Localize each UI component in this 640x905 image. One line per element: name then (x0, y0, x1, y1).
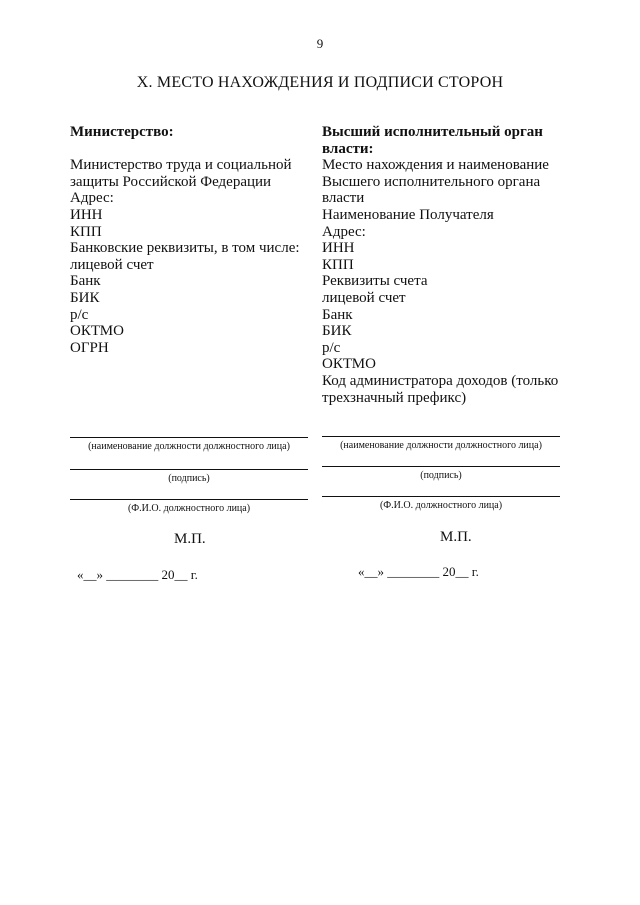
executive-fullname-caption: (Ф.И.О. должностного лица) (379, 500, 503, 511)
ministry-address-label: Адрес: (70, 190, 114, 207)
executive-signature-line (322, 466, 560, 482)
ministry-kpp-label: КПП (70, 223, 102, 240)
ministry-details (70, 124, 310, 356)
ministry-name-line-1: Министерство труда и социальной (70, 157, 292, 174)
executive-stamp-label: М.П. (440, 529, 472, 545)
executive-heading-line-1: Высший исполнительный орган (322, 124, 543, 140)
executive-heading-line-2: власти: (322, 140, 374, 157)
ministry-rs-label: р/с (70, 306, 89, 323)
executive-location-line-1: Место нахождения и наименование (322, 157, 549, 174)
ministry-name-line-2: защиты Российской Федерации (70, 173, 272, 190)
ministry-position-rule (70, 437, 308, 438)
executive-location-line-3: власти (322, 190, 365, 207)
ministry-signature-line (70, 469, 308, 485)
executive-revenue-admin-line-2: трехзначный префикс) (322, 389, 467, 406)
ministry-inn-label: ИНН (70, 206, 103, 223)
executive-account-label: лицевой счет (322, 289, 406, 306)
executive-rs-label: р/с (322, 339, 341, 356)
executive-position-rule (322, 436, 560, 437)
executive-date-line: «__» ________ 20__ г. (358, 564, 479, 579)
ministry-signature-caption: (подпись) (168, 473, 210, 484)
ministry-oktmo-label: ОКТМО (70, 323, 124, 340)
executive-recipient-label: Наименование Получателя (322, 206, 494, 223)
ministry-position-caption: (наименование должности должностного лица) (88, 441, 290, 452)
ministry-date-line: «__» ________ 20__ г. (77, 567, 198, 582)
executive-fullname-rule (322, 496, 560, 497)
ministry-account-label: лицевой счет (70, 256, 154, 273)
executive-body-details (322, 124, 562, 406)
executive-position-signature-line (322, 436, 560, 452)
ministry-signature-rule (70, 469, 308, 470)
executive-bank-label: Банк (322, 306, 353, 323)
executive-location-line-2: Высшего исполнительного органа (322, 173, 541, 190)
executive-address-label: Адрес: (322, 223, 366, 240)
executive-inn-label: ИНН (322, 240, 355, 257)
ministry-bank-label: Банк (70, 273, 101, 290)
executive-position-caption: (наименование должности должностного лица) (340, 440, 542, 451)
executive-bik-label: БИК (322, 323, 352, 340)
ministry-bank-details-label: Банковские реквизиты, в том числе: (70, 240, 300, 257)
executive-revenue-admin-line-1: Код администратора доходов (только (322, 372, 559, 389)
ministry-stamp-label: М.П. (174, 531, 206, 547)
ministry-fullname-rule (70, 499, 308, 500)
executive-signature-caption: (подпись) (420, 470, 462, 481)
ministry-fullname-line (70, 499, 308, 515)
ministry-ogrn-label: ОГРН (70, 339, 109, 356)
executive-fullname-line (322, 496, 560, 512)
ministry-bik-label: БИК (70, 289, 100, 306)
page-number: 9 (316, 36, 324, 51)
section-title: X. МЕСТО НАХОЖДЕНИЯ И ПОДПИСИ СТОРОН (136, 74, 504, 91)
executive-signature-rule (322, 466, 560, 467)
executive-account-details-label: Реквизиты счета (322, 273, 428, 290)
ministry-heading: Министерство: (70, 124, 174, 140)
ministry-fullname-caption: (Ф.И.О. должностного лица) (127, 503, 251, 514)
executive-kpp-label: КПП (322, 256, 354, 273)
ministry-position-signature-line (70, 437, 308, 453)
executive-oktmo-label: ОКТМО (322, 356, 376, 373)
